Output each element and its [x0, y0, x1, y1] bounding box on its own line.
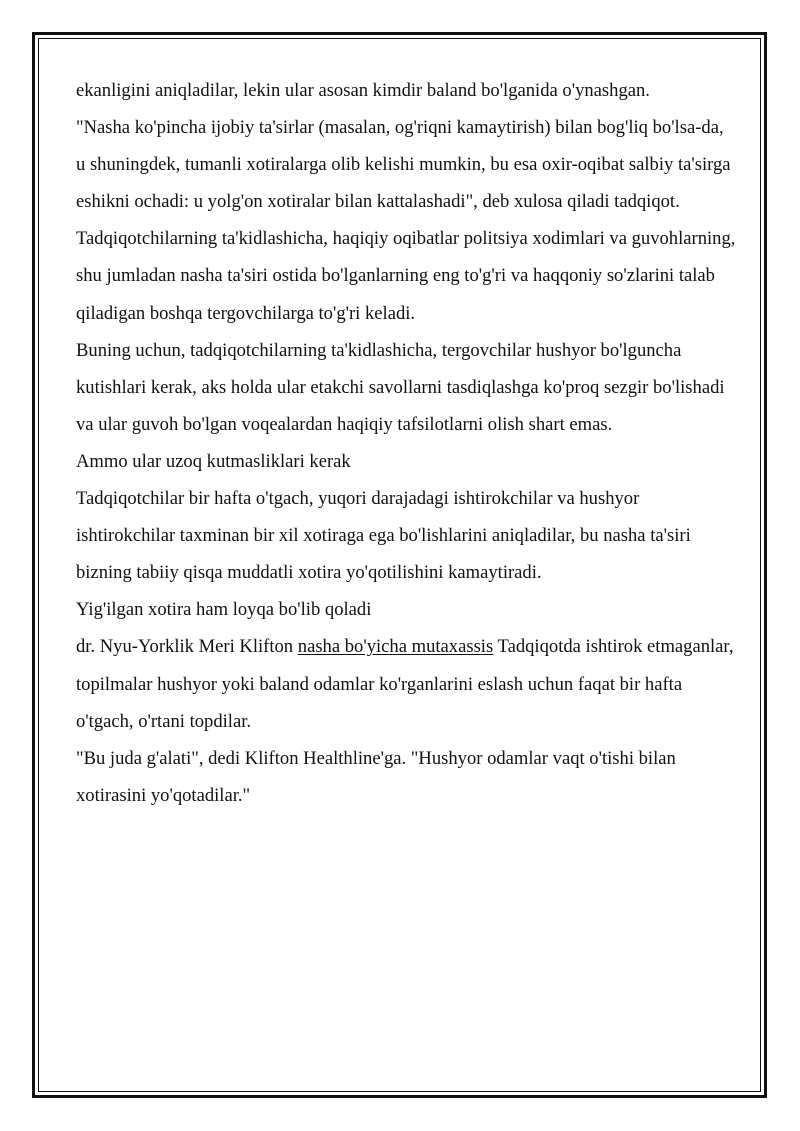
paragraph-4: Buning uchun, tadqiqotchilarning ta'kidlashicha, tergovchilar hushyor bo'lguncha kutishlari kerak, aks holda ular etakchi savollarni tasdiqlashga ko'proq sezgir bo'lishadi va ular guvoh bo'lgan voqealardan haqiqiy tafsilotlarni olish shart emas.: [76, 339, 725, 435]
klifton-text-after: Tadqiqotda ishtirok etmaganlar, topilmalar hushyor yoki baland odamlar ko'rganlarini eslash uchun faqat bir hafta o'tgach, o'rtani topdilar.: [76, 636, 734, 732]
document-body: [76, 72, 736, 814]
paragraph-5: Tadqiqotchilar bir hafta o'tgach, yuqori darajadagi ishtirokchilar va hushyor ishtirokchilar taxminan bir xil xotiraga ega bo'lishlarini aniqladilar, bu nasha ta'siri bizning tabiiy qisqa muddatli xotira yo'qotilishini kamaytiradi.: [76, 488, 691, 584]
expert-link[interactable]: nasha bo'yicha mutaxassis: [297, 636, 494, 658]
paragraph-2: "Nasha ko'pincha ijobiy ta'sirlar (masalan, og'riqni kamaytirish) bilan bog'liq bo'lsa-da, u shuningdek, tumanli xotiralarga olib kelishi mumkin, bu esa oxir-oqibat salbiy ta'sirga eshikni ochadi: u yolg'on xotiralar bilan kattalashadi", deb xulosa qiladi tadqiqot.: [76, 117, 731, 213]
paragraph-1: ekanligini aniqladilar, lekin ular asosan kimdir baland bo'lganida o'ynashgan.: [76, 80, 650, 101]
paragraph-quote: "Bu juda g'alati", dedi Klifton Healthline'ga. "Hushyor odamlar vaqt o'tishi bilan xotirasini yo'qotadilar.": [76, 747, 676, 806]
paragraph-klifton: [76, 628, 736, 739]
paragraph-3: Tadqiqotchilarning ta'kidlashicha, haqiqiy oqibatlar politsiya xodimlari va guvohlarning, shu jumladan nasha ta'siri ostida bo'lganlarning eng to'g'ri va haqqoniy so'zlarini talab qiladigan boshqa tergovchilarga to'g'ri keladi.: [76, 228, 736, 324]
subheading-wait: Ammo ular uzoq kutmasliklari kerak: [76, 450, 351, 472]
klifton-text-before: dr. Nyu-Yorklik Meri Klifton: [76, 636, 298, 658]
subheading-memory: Yig'ilgan xotira ham loyqa bo'lib qoladi: [76, 599, 372, 621]
